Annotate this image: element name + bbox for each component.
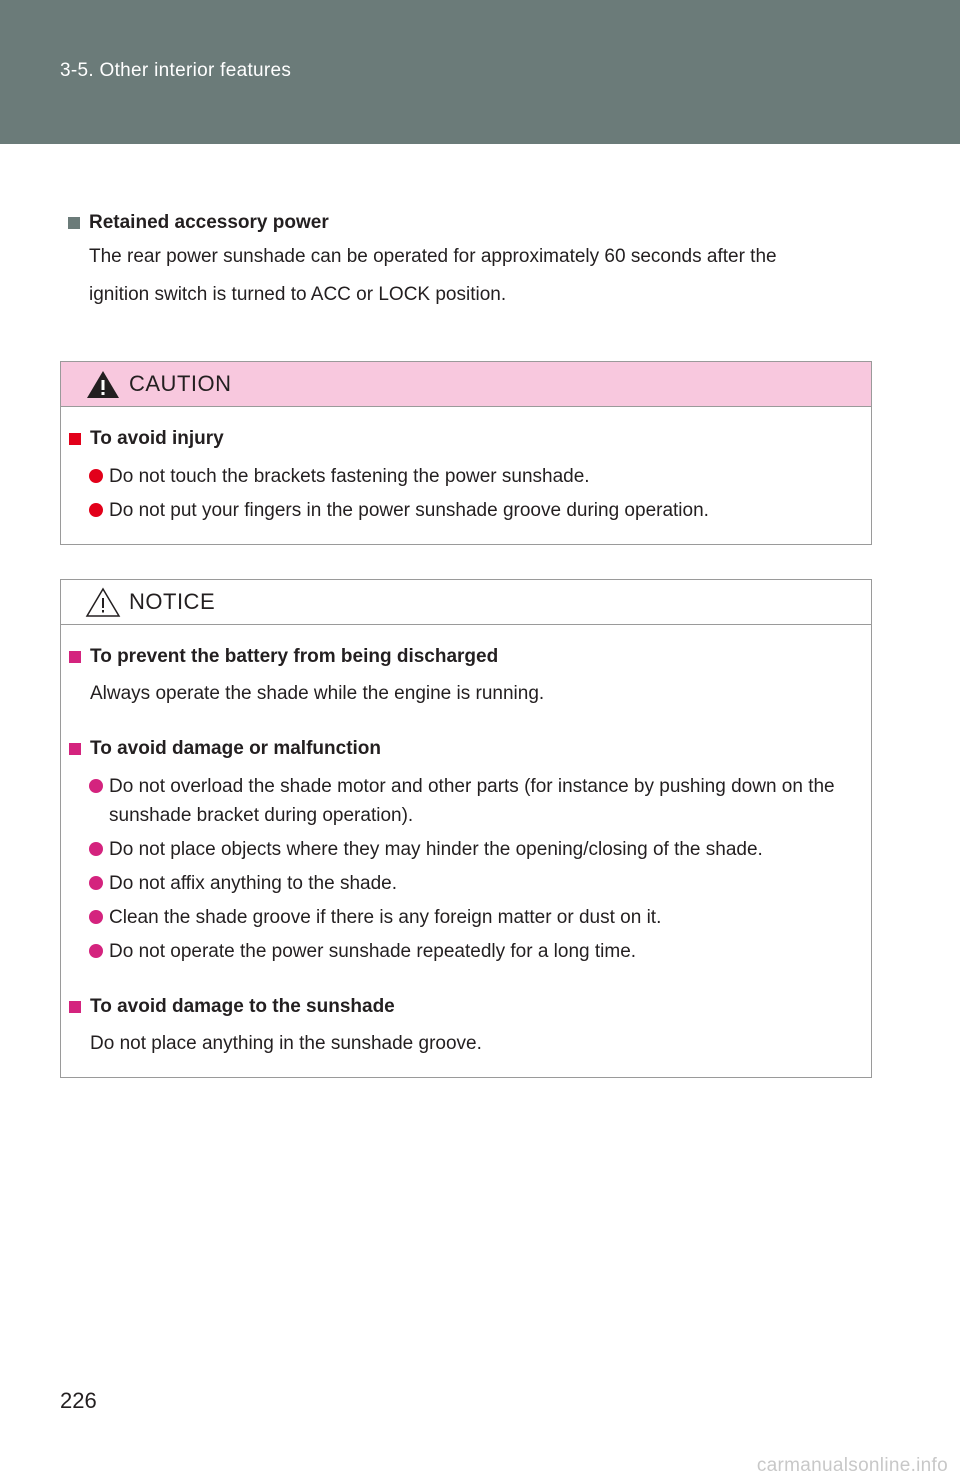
list-item xyxy=(89,869,863,898)
intro-heading-row xyxy=(68,208,888,238)
list-item xyxy=(89,937,863,966)
warning-triangle-outline-icon xyxy=(85,586,121,618)
caution-header xyxy=(61,362,871,407)
intro-line: ignition switch is turned to ACC or LOCK position. xyxy=(89,284,507,305)
notice-text: Do not place anything in the sunshade groove. xyxy=(90,1033,482,1054)
list-item xyxy=(89,835,863,864)
bullet-text: Do not put your fingers in the power sunshade groove during operation. xyxy=(109,500,709,521)
round-bullet-icon xyxy=(89,779,103,793)
round-bullet-icon xyxy=(89,503,103,517)
page-header xyxy=(0,0,960,144)
square-bullet-icon xyxy=(68,217,80,229)
round-bullet-icon xyxy=(89,842,103,856)
section-title: 3-5. Other interior features xyxy=(60,60,292,81)
round-bullet-icon xyxy=(89,876,103,890)
bullet-text: Do not affix anything to the shade. xyxy=(109,873,398,894)
notice-header xyxy=(61,580,871,625)
square-bullet-icon xyxy=(69,1001,81,1013)
notice-heading: To avoid damage or malfunction xyxy=(90,738,382,759)
bullet-text: Clean the shade groove if there is any foreign matter or dust on it. xyxy=(109,907,662,928)
caution-body xyxy=(61,407,871,544)
caution-heading: To avoid injury xyxy=(90,428,224,449)
caution-label: CAUTION xyxy=(129,371,232,396)
list-item xyxy=(89,462,863,491)
round-bullet-icon xyxy=(89,944,103,958)
round-bullet-icon xyxy=(89,469,103,483)
notice-body xyxy=(61,625,871,1077)
notice-heading: To avoid damage to the sunshade xyxy=(90,996,395,1017)
watermark: carmanualsonline.info xyxy=(756,1455,948,1476)
notice-text: Always operate the shade while the engine is running. xyxy=(90,683,545,704)
square-bullet-icon xyxy=(69,433,81,445)
notice-box xyxy=(60,579,872,1078)
round-bullet-icon xyxy=(89,910,103,924)
warning-triangle-icon xyxy=(85,368,121,400)
caution-heading-row xyxy=(69,421,863,457)
bullet-text: Do not touch the brackets fastening the power sunshade. xyxy=(109,466,590,487)
bullet-text: Do not place objects where they may hinder the opening/closing of the shade. xyxy=(109,839,763,860)
list-item xyxy=(89,772,863,830)
intro-section xyxy=(68,208,888,314)
intro-heading: Retained accessory power xyxy=(89,212,329,233)
caution-box xyxy=(60,361,872,545)
square-bullet-icon xyxy=(69,743,81,755)
list-item xyxy=(89,903,863,932)
bullet-text: Do not operate the power sunshade repeatedly for a long time. xyxy=(109,941,637,962)
notice-label: NOTICE xyxy=(129,589,216,614)
notice-heading-row xyxy=(69,639,863,675)
notice-heading-row xyxy=(69,989,863,1025)
list-item xyxy=(89,496,863,525)
notice-heading-row xyxy=(69,731,863,767)
intro-line: The rear power sunshade can be operated for approximately 60 seconds after the xyxy=(89,246,777,267)
page-number: 226 xyxy=(60,1388,97,1413)
square-bullet-icon xyxy=(69,651,81,663)
bullet-text: Do not overload the shade motor and other parts (for instance by pushing down on the sunshade bracket during operation). xyxy=(109,776,835,826)
notice-heading: To prevent the battery from being discharged xyxy=(90,646,499,667)
